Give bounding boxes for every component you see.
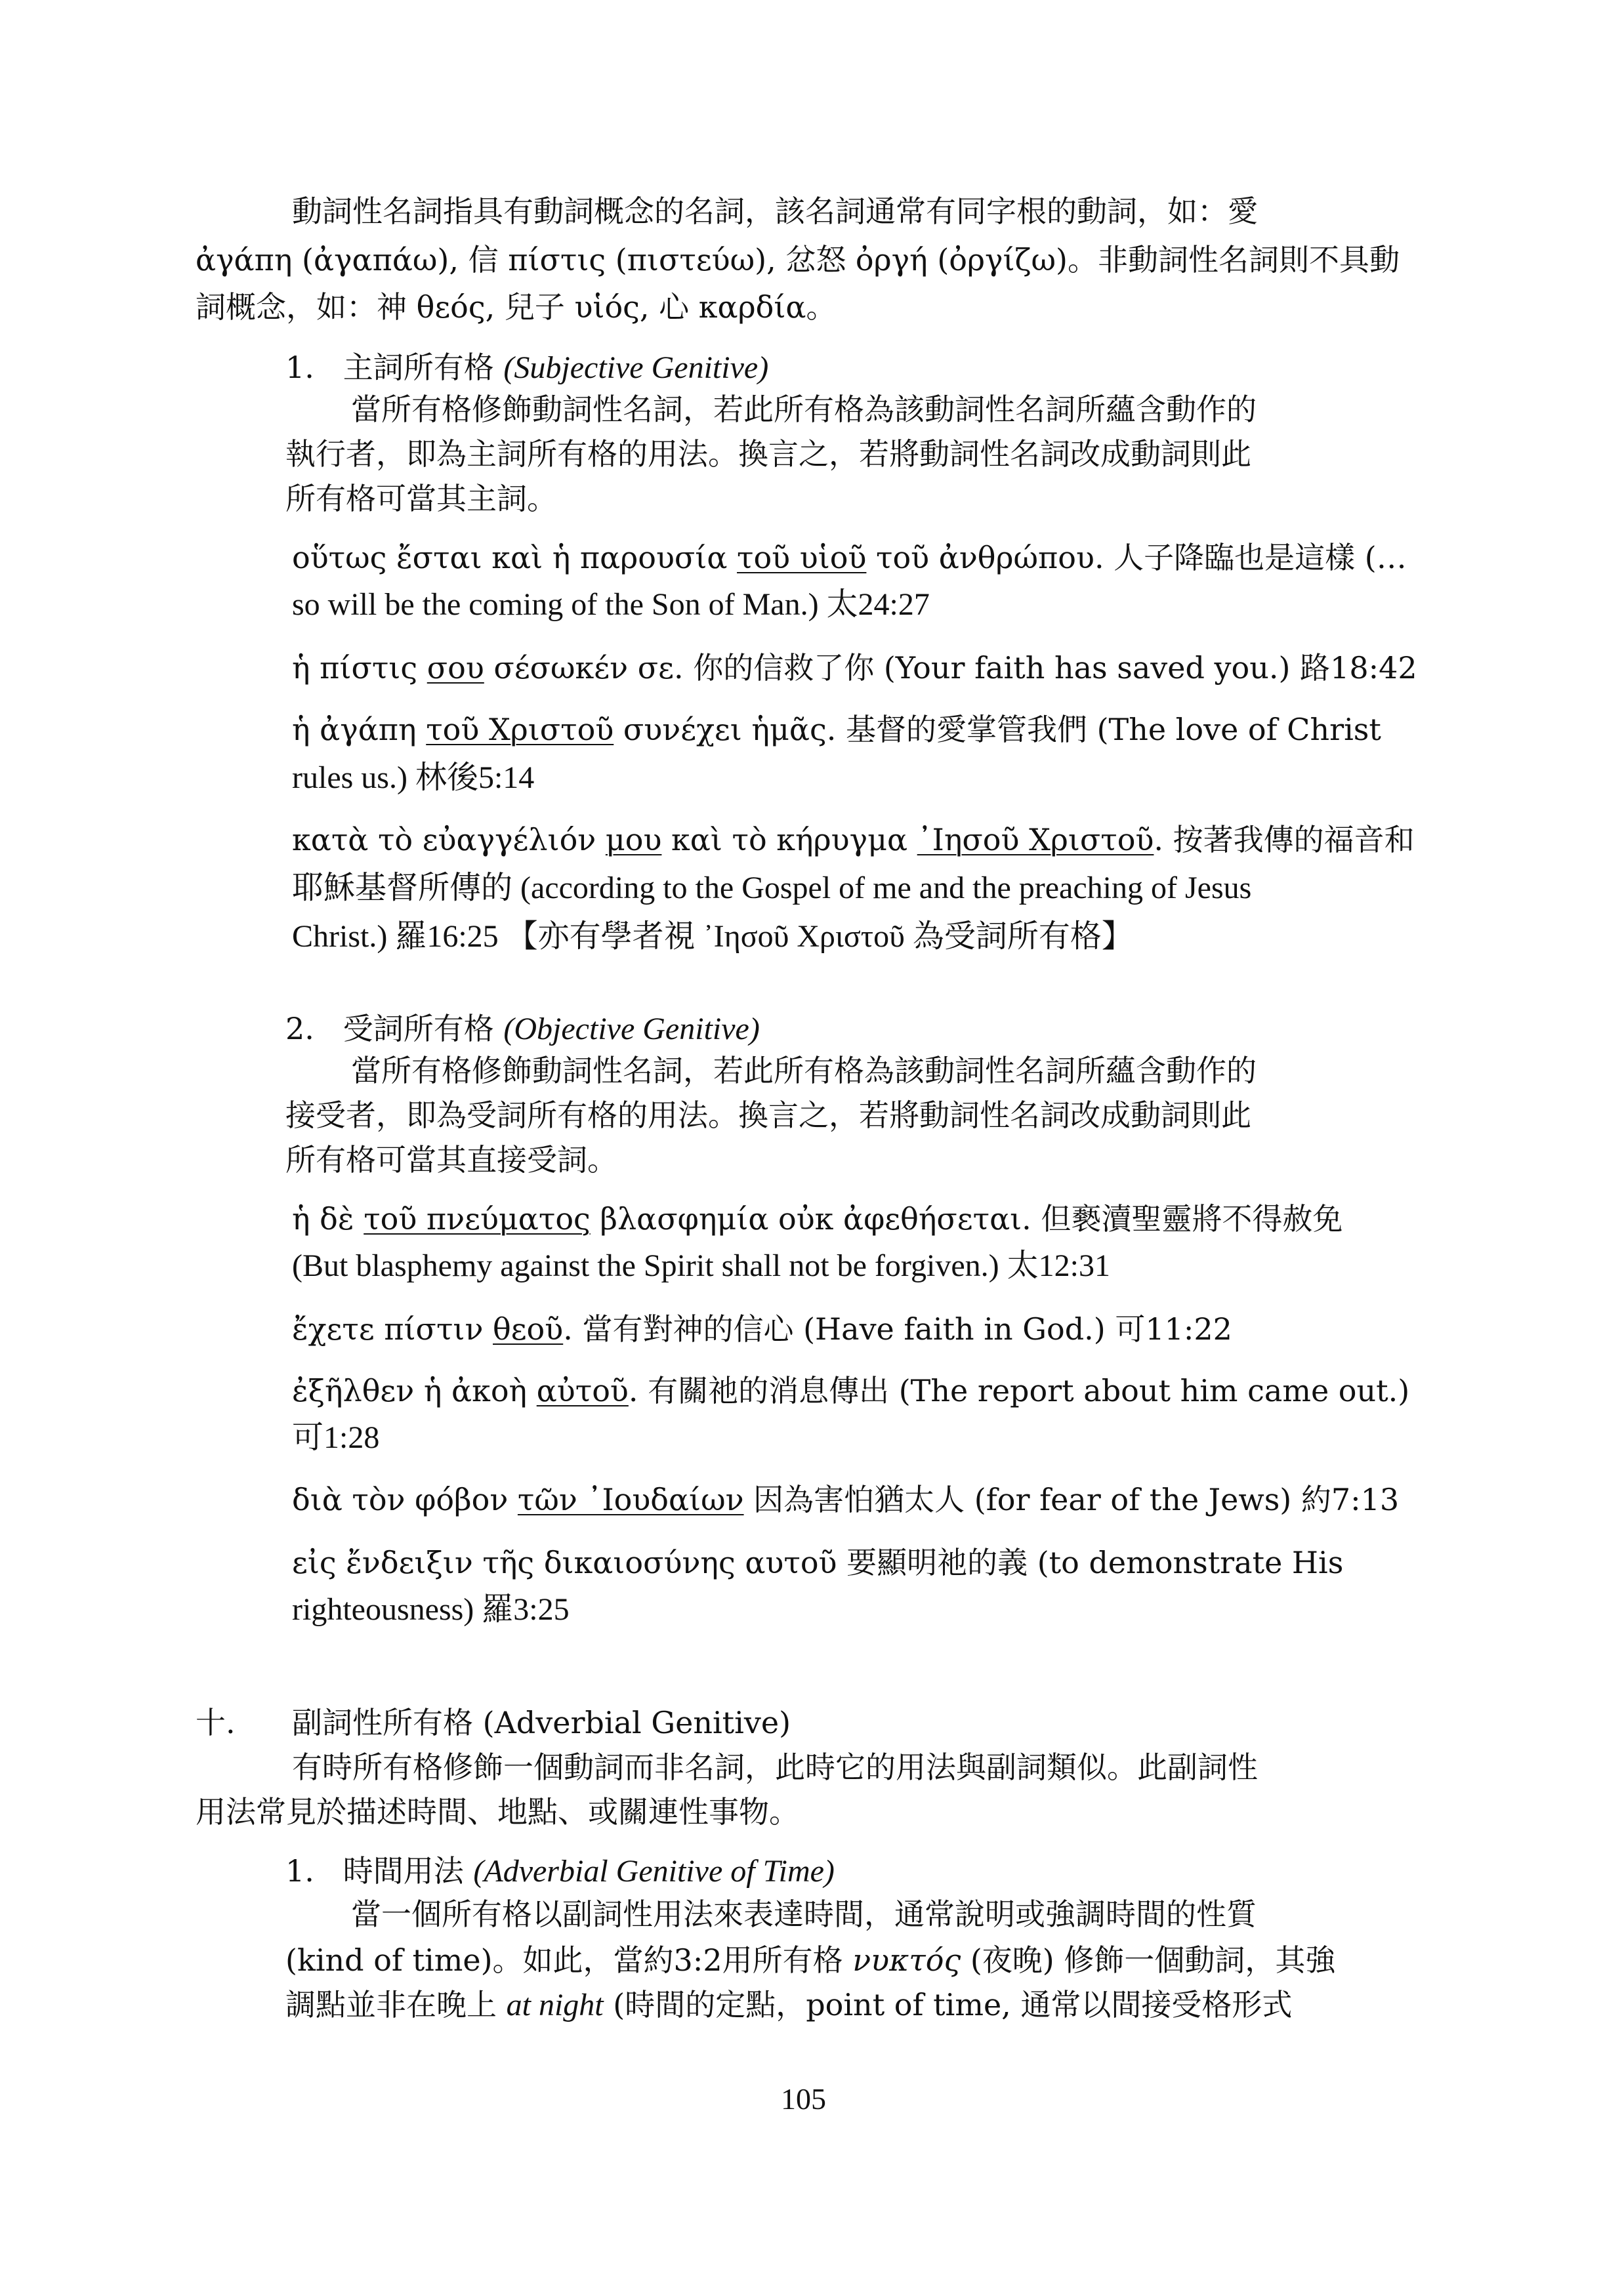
subjective-example-4-line2: 耶穌基督所傳的 (according to the Gospel of me and the preaching of Jesus xyxy=(292,871,1252,905)
subjective-example-4-line3: Christ.) 羅16:25 【亦有學者視 ᾿Ιησοῦ Χριστοῦ 為受詞所有格】 xyxy=(292,919,1133,954)
objective-example-3-line2: 可1:28 xyxy=(292,1420,380,1455)
objective-heading-en: (Objective Genitive) xyxy=(503,1012,760,1046)
example-genitive: σου xyxy=(427,650,484,686)
example-text: . 有關祂的消息傳出 (The report about him came out.) xyxy=(628,1373,1410,1408)
example-text: διὰ τὸν φόβον xyxy=(292,1482,518,1517)
subjective-example-1-line2: so will be the coming of the Son of Man.) 太24:27 xyxy=(292,587,930,622)
example-text: βλασφημία οὐκ ἀφεθήσεται. 但褻瀆聖靈將不得赦免 xyxy=(590,1201,1343,1237)
example-text: ἡ δὲ xyxy=(292,1201,364,1237)
example-genitive: ᾿Ιησοῦ Χριστοῦ xyxy=(917,822,1154,857)
subjective-desc-2: 執行者，即為主詞所有格的用法。換言之，若將動詞性名詞改成動詞則此 xyxy=(285,436,1251,472)
objective-desc-3: 所有格可當其直接受詞。 xyxy=(285,1142,617,1178)
objective-heading-zh: 受詞所有格 xyxy=(343,1011,494,1046)
example-genitive: τοῦ πνεύματος xyxy=(364,1201,591,1237)
objective-example-3 xyxy=(292,1371,1409,1410)
example-text: τοῦ ἀνθρώπου. 人子降臨也是這樣 (… xyxy=(866,540,1407,575)
objective-example-1-line2: (But blasphemy against the Spirit shall not be forgiven.) 太12:31 xyxy=(292,1248,1110,1283)
time-heading-zh: 時間用法 xyxy=(343,1853,464,1889)
example-text: σέσωκέν σε. 你的信救了你 (Your faith has saved you.) 路18:42 xyxy=(484,650,1417,686)
objective-example-4 xyxy=(292,1480,1399,1519)
objective-desc-1: 當所有格修飾動詞性名詞，若此所有格為該動詞性名詞所蘊含動作的 xyxy=(351,1053,1257,1088)
intro-line-1: 動詞性名詞指具有動詞概念的名詞，該名詞通常有同字根的動詞，如：愛 xyxy=(292,194,1258,229)
time-text: (夜晚) 修飾一個動詞，其強 xyxy=(961,1942,1336,1978)
subjective-example-3 xyxy=(292,710,1381,749)
time-desc-3 xyxy=(285,1985,1292,2025)
adverbial-section-title: 副詞性所有格 (Adverbial Genitive) xyxy=(292,1705,791,1740)
adverbial-desc-1: 有時所有格修飾一個動詞而非名詞，此時它的用法與副詞類似。此副詞性 xyxy=(292,1750,1258,1785)
time-heading xyxy=(285,1851,835,1891)
objective-example-5: εἰς ἔνδειξιν τῆς δικαιοσύνης αυτοῦ 要顯明祂的義 (to demonstrate His xyxy=(292,1545,1344,1580)
subjective-heading-zh: 主詞所有格 xyxy=(343,350,494,385)
subjective-heading-num: 1. xyxy=(285,350,314,385)
time-text: 調點並非在晚上 xyxy=(285,1987,507,2022)
intro-line-2: ἀγάπη (ἀγαπάω), 信 πίστις (πιστεύω), 忿怒 ὀργή (ὀργίζω)。非動詞性名詞則不具動 xyxy=(196,242,1400,277)
time-greek-term: νυκτός xyxy=(852,1942,961,1978)
page-number: 105 xyxy=(781,2082,826,2116)
subjective-desc-3: 所有格可當其主詞。 xyxy=(285,481,557,516)
subjective-example-4 xyxy=(292,820,1415,859)
example-genitive: τοῦ Χριστοῦ xyxy=(426,712,614,747)
intro-line-3: 詞概念，如：神 θεός, 兒子 υἱός, 心 καρδία。 xyxy=(196,289,837,325)
example-text: συνέχει ἡμᾶς. 基督的愛掌管我們 (The love of Christ xyxy=(614,712,1381,747)
example-genitive: αὐτοῦ xyxy=(536,1373,629,1408)
time-heading-num: 1. xyxy=(285,1853,314,1889)
time-heading-en: (Adverbial Genitive of Time) xyxy=(473,1854,835,1889)
time-text: (kind of time)。如此，當約3:2用所有格 xyxy=(285,1942,853,1978)
objective-example-2 xyxy=(292,1309,1232,1349)
objective-example-1 xyxy=(292,1199,1343,1239)
example-text: ἡ πίστις xyxy=(292,650,427,686)
adverbial-desc-2: 用法常見於描述時間、地點、或關連性事物。 xyxy=(196,1794,799,1830)
example-text: 因為害怕猶太人 (for fear of the Jews) 約7:13 xyxy=(743,1482,1400,1517)
time-desc-1: 當一個所有格以副詞性用法來表達時間，通常說明或強調時間的性質 xyxy=(351,1896,1257,1932)
example-text: οὕτως ἔσται καὶ ἡ παρουσία xyxy=(292,540,738,575)
example-text: ἐξῆλθεν ἡ ἀκοὴ xyxy=(292,1373,537,1408)
subjective-heading xyxy=(285,348,768,388)
example-text: κατὰ τὸ εὐαγγέλιόν xyxy=(292,822,606,857)
time-text: (時間的定點，point of time, 通常以間接受格形式 xyxy=(603,1987,1293,2022)
example-genitive: μου xyxy=(605,822,662,857)
example-genitive: τῶν ᾿Ιουδαίων xyxy=(517,1482,744,1517)
objective-heading xyxy=(285,1009,760,1049)
example-text: ἔχετε πίστιν xyxy=(292,1311,493,1347)
time-english-term: at night xyxy=(506,1988,604,2022)
example-genitive: τοῦ υἱοῦ xyxy=(737,540,867,575)
objective-example-5-line2: righteousness) 羅3:25 xyxy=(292,1592,570,1627)
subjective-desc-1: 當所有格修飾動詞性名詞，若此所有格為該動詞性名詞所蘊含動作的 xyxy=(351,392,1257,427)
example-text: καὶ τὸ κήρυγμα xyxy=(661,822,917,857)
example-genitive: θεοῦ xyxy=(493,1311,564,1347)
subjective-example-3-line2: rules us.) 林後5:14 xyxy=(292,760,535,795)
time-desc-2 xyxy=(285,1940,1335,1980)
subjective-heading-en: (Subjective Genitive) xyxy=(503,350,769,385)
objective-desc-2: 接受者，即為受詞所有格的用法。換言之，若將動詞性名詞改成動詞則此 xyxy=(285,1097,1251,1133)
subjective-example-1 xyxy=(292,538,1407,577)
example-text: . 當有對神的信心 (Have faith in God.) 可11:22 xyxy=(563,1311,1232,1347)
example-text: . 按著我傳的福音和 xyxy=(1154,822,1415,857)
example-text: ἡ ἀγάπη xyxy=(292,712,427,747)
subjective-example-2 xyxy=(292,648,1417,687)
adverbial-section-num: 十. xyxy=(196,1705,236,1740)
objective-heading-num: 2. xyxy=(285,1011,314,1046)
